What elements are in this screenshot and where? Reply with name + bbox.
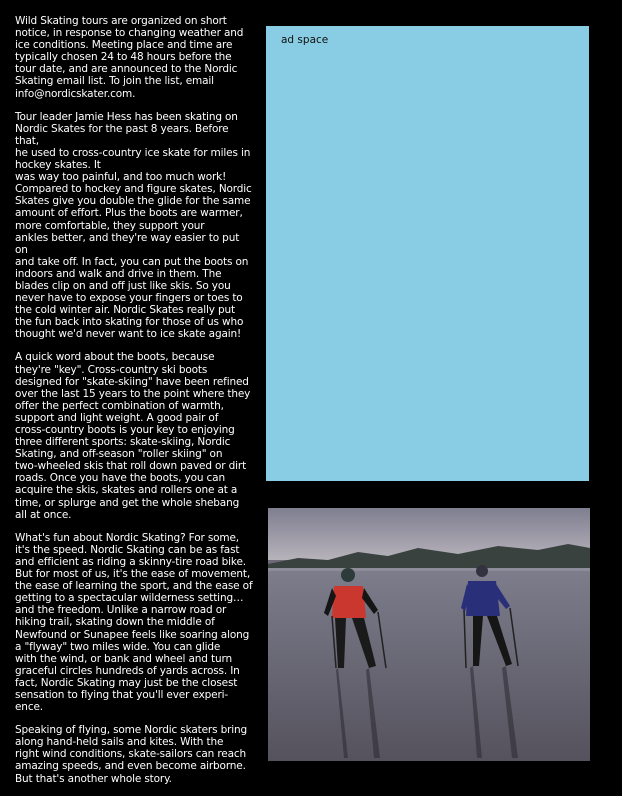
- article-text: [15, 15, 255, 796]
- ad-space-label: ad space: [281, 34, 329, 46]
- paragraph-sails-kites: Speaking of flying, some Nordic skaters bring along hand-held sails and kites. With the right wind conditions, skate-sailors can reach amazing speeds, and even become airborne. But that's another whole story.: [15, 724, 248, 785]
- paragraph-tour-leader: Tour leader Jamie Hess has been skating on Nordic Skates for the past 8 years. Before that, he used to cross-country ice skate for miles in hockey skates. It was way too painful, and too much work! Compared to hockey and figure skates, Nordic Skates give you double the glide for the same amount of effort. Plus the boots are warmer, more comfortable, they support your ankles better, and they're way easier to put on and take off. In fact, you can put the boots on indoors and walk and drive in them. The blades clip on and off just like skis. So you never have to expose your fingers or toes to the cold winter air. Nordic Skates really put the fun back into skating for those of us who thought we'd never want to ice skate again!: [15, 110, 252, 341]
- skaters-photo-illustration: [268, 508, 590, 761]
- skaters-photo: [268, 508, 590, 761]
- paragraph-tour-info: Wild Skating tours are organized on short notice, in response to changing weather and ice conditions. Meeting place and time are typically chosen 24 to 48 hours before the tour date, and are announced to the Nordic Skating email list. To join the list, email info@nordicskater.com.: [15, 15, 244, 100]
- paragraph-whats-fun: What's fun about Nordic Skating? For some, it's the speed. Nordic Skating can be as fast and efficient as riding a skinny-tire road bike. But for most of us, it's the ease of movement, the ease of learning the sport, and the ease of getting to a spectacular wilderness setting… and the freedom. Unlike a narrow road or hiking trail, skating down the middle of Newfound or Sunapee feels like soaring along a "flyway" two miles wide. You can glide with the wind, or bank and wheel and turn graceful circles hundreds of yards across. In fact, Nordic Skating may just be the closest sensation to flying that you'll ever experi- ence.: [15, 531, 253, 714]
- paragraph-boots: A quick word about the boots, because they're "key". Cross-country ski boots designed for "skate-skiing" have been refined over the last 15 years to the point where they offer the perfect combination of warmth, support and light weight. A good pair of cross-country boots is your key to enjoying three different sports: skate-skiing, Nordic Skating, and off-season "roller skiing" on two-wheeled skis that roll down paved or dirt roads. Once you have the boots, you can acquire the skis, skates and rollers one at a time, or splurge and get the whole shebang all at once.: [15, 351, 251, 521]
- ad-space-box[interactable]: [266, 26, 589, 481]
